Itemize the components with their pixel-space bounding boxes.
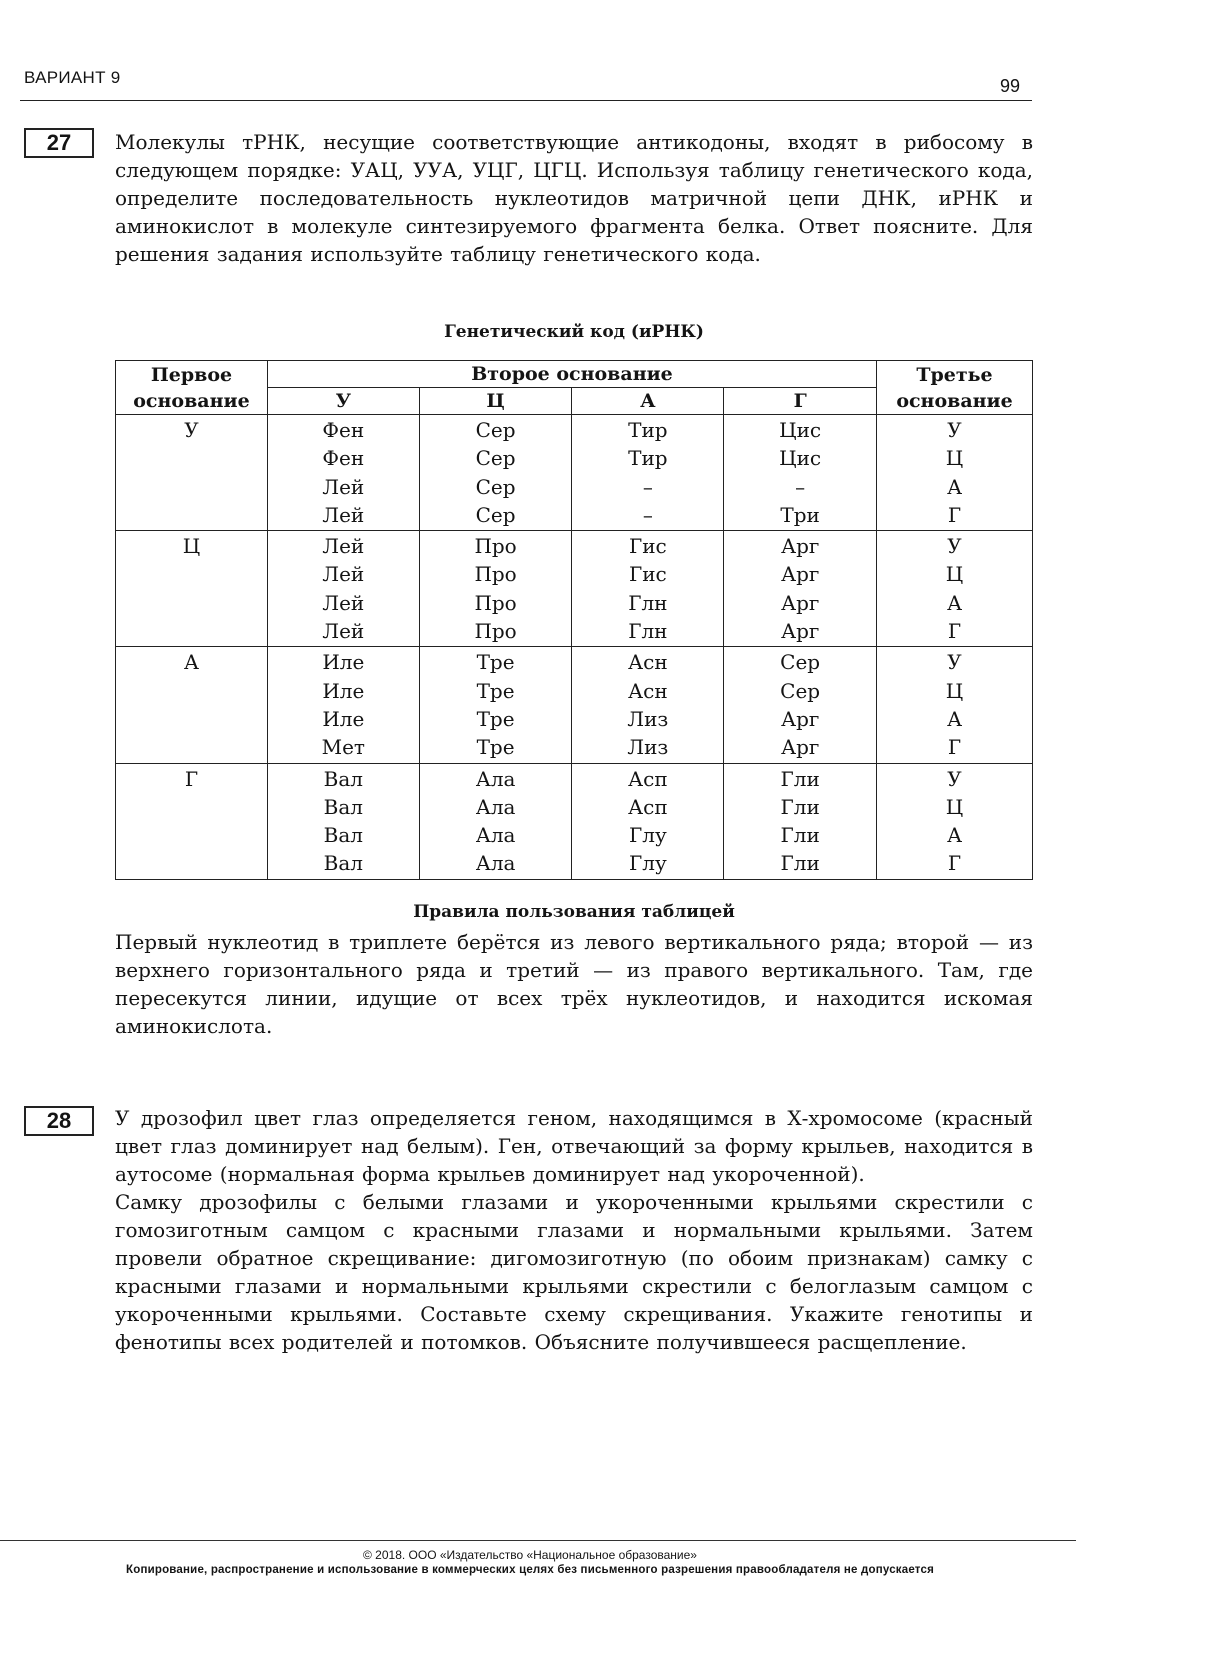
- footer-rule: [0, 1540, 1076, 1541]
- amino-acid: Лей: [322, 534, 365, 559]
- amino-acid: Арг: [780, 619, 820, 644]
- codon-group-row: [116, 415, 1033, 531]
- rules-paragraph: Первый нуклеотид в триплете берётся из левого вертикального ряда; второй — из верхнего горизонтального ряда и третий — из правого вертикального. Там, где пересекутся линии, идущие от всех трёх нуклеотидов, и находится искомая аминокислота.: [115, 930, 1033, 1038]
- amino-acid: Про: [474, 562, 517, 587]
- amino-acid: Вал: [323, 766, 363, 791]
- third-base-cell: [877, 763, 1033, 879]
- third-base: Г: [947, 851, 962, 876]
- amino-acid: Гли: [780, 766, 820, 791]
- task-28-paragraph-2: Самку дрозофилы с белыми глазами и укороченными крыльями скрестили с гомозиготным самцом с красными глазами и нормальными крыльями. Затем провели обратное скрещивание: дигомозиготную (по обоим признакам) самку с красными глазами и нормальными крыльями скрестили с белоглазым самцом с укороченными крыльями. Составьте схему скрещивания. Укажите генотипы и фенотипы всех родителей и потомков. Объясните получившееся расщепление.: [115, 1190, 1033, 1354]
- header-second-base-g: Г: [724, 388, 877, 415]
- amino-acid: Арг: [780, 706, 820, 731]
- page-number: 99: [1000, 76, 1021, 96]
- third-base: Ц: [945, 446, 964, 471]
- task-number-28: 28: [24, 1106, 94, 1136]
- task-27-text: [115, 128, 1033, 268]
- rules-title: Правила пользования таблицей: [413, 902, 735, 922]
- amino-acid: Лей: [322, 474, 365, 499]
- amino-acid: Сер: [475, 502, 516, 527]
- amino-acid: Лиз: [627, 735, 669, 760]
- amino-acid: Ала: [475, 851, 516, 876]
- amino-acid: Асп: [628, 766, 668, 791]
- genetic-code-body: [116, 415, 1033, 880]
- amino-acid-cell: [267, 763, 419, 879]
- amino-acid-cell: [419, 415, 572, 531]
- codon-group-row: [116, 763, 1033, 879]
- amino-acid: Ала: [475, 794, 516, 819]
- variant-title: ВАРИАНТ 9: [24, 68, 121, 87]
- amino-acid: Глн: [628, 619, 668, 644]
- third-base: У: [947, 418, 962, 442]
- amino-acid: Про: [474, 534, 517, 559]
- first-base-cell: [116, 531, 268, 647]
- amino-acid: Тре: [476, 735, 515, 760]
- amino-acid-cell: [724, 415, 877, 531]
- amino-acid: Арг: [780, 562, 820, 587]
- amino-acid-cell: [724, 647, 877, 763]
- third-base: У: [947, 534, 962, 559]
- first-base-cell: [116, 415, 268, 531]
- amino-acid: Сер: [475, 418, 516, 442]
- amino-acid: Цис: [779, 446, 822, 471]
- codon-group-row: [116, 531, 1033, 647]
- task-28-paragraph-1: У дрозофил цвет глаз определяется геном, находящимся в Х-хромосоме (красный цвет глаз доминирует над белым). Ген, отвечающий за форму крыльев, находится в аутосоме (нормальная форма крыльев доминирует над укороченной).: [115, 1106, 1033, 1186]
- amino-acid: Иле: [322, 706, 365, 731]
- header-third-base: Третье основание: [877, 361, 1033, 415]
- amino-acid-cell: [572, 415, 724, 531]
- amino-acid: Асп: [628, 794, 668, 819]
- amino-acid: Гис: [628, 534, 667, 559]
- third-base: Ц: [945, 794, 964, 819]
- amino-acid: Лей: [322, 562, 365, 587]
- amino-acid: Гли: [780, 794, 820, 819]
- amino-acid: Лей: [322, 619, 365, 644]
- amino-acid: Лей: [322, 502, 365, 527]
- third-base: Ц: [945, 562, 964, 587]
- rules-text: [115, 928, 1033, 1040]
- amino-acid: Сер: [475, 446, 516, 471]
- amino-acid-cell: [572, 531, 724, 647]
- amino-acid: Фен: [322, 446, 365, 471]
- first-base: У: [184, 418, 199, 442]
- first-base: Г: [184, 766, 199, 791]
- third-base: А: [946, 590, 963, 615]
- amino-acid-cell: [267, 531, 419, 647]
- first-base-cell: [116, 647, 268, 763]
- amino-acid: Глн: [628, 590, 668, 615]
- first-base-cell: [116, 763, 268, 879]
- amino-acid-cell: [419, 531, 572, 647]
- amino-acid: Вал: [323, 851, 363, 876]
- amino-acid-cell: [419, 647, 572, 763]
- third-base: А: [946, 823, 963, 848]
- amino-acid: Арг: [780, 590, 820, 615]
- third-base: Г: [947, 502, 962, 527]
- amino-acid: Арг: [780, 735, 820, 760]
- third-base-cell: [877, 531, 1033, 647]
- header-second-base-c: Ц: [419, 388, 572, 415]
- amino-acid: Лиз: [627, 706, 669, 731]
- third-base: У: [947, 766, 962, 791]
- amino-acid-cell: [724, 763, 877, 879]
- amino-acid: Асн: [628, 650, 668, 675]
- header-second-base: Второе основание: [267, 361, 876, 388]
- amino-acid: Тир: [628, 446, 668, 471]
- header-first-base: Первое основание: [116, 361, 268, 415]
- amino-acid: Ала: [475, 823, 516, 848]
- amino-acid: Про: [474, 619, 517, 644]
- amino-acid-cell: [724, 531, 877, 647]
- amino-acid: Гли: [780, 851, 820, 876]
- codon-group-row: [116, 647, 1033, 763]
- amino-acid: Тре: [476, 650, 515, 675]
- amino-acid: Вал: [323, 794, 363, 819]
- amino-acid: Тир: [628, 418, 668, 442]
- amino-acid: Ала: [475, 766, 516, 791]
- amino-acid: Тре: [476, 678, 515, 703]
- third-base: У: [947, 650, 962, 675]
- task-28-text: [115, 1104, 1033, 1356]
- third-base: А: [946, 706, 963, 731]
- genetic-code-table-title: Генетический код (иРНК): [444, 322, 704, 342]
- first-base: А: [183, 650, 200, 675]
- amino-acid: Иле: [322, 678, 365, 703]
- amino-acid: Сер: [780, 678, 821, 703]
- footer-notice: Копирование, распространение и использование в коммерческих целях без письменного разрешения правообладателя не допускается: [126, 1564, 934, 1576]
- amino-acid-cell: [419, 763, 572, 879]
- third-base: Г: [947, 735, 962, 760]
- third-base: Г: [947, 619, 962, 644]
- amino-acid: Гли: [780, 823, 820, 848]
- amino-acid: Глу: [629, 851, 667, 876]
- header-second-base-u: У: [267, 388, 419, 415]
- header-rule: [20, 100, 1032, 101]
- amino-acid: Фен: [322, 418, 365, 442]
- amino-acid: Сер: [475, 474, 516, 499]
- amino-acid: Сер: [780, 650, 821, 675]
- amino-acid: Глу: [629, 823, 667, 848]
- third-base: А: [946, 474, 963, 499]
- third-base-cell: [877, 647, 1033, 763]
- amino-acid: –: [795, 474, 806, 499]
- footer-copyright: © 2018. ООО «Издательство «Национальное образование»: [363, 1548, 697, 1562]
- amino-acid: Лей: [322, 590, 365, 615]
- amino-acid-cell: [572, 647, 724, 763]
- task-number-27: 27: [24, 128, 94, 158]
- third-base: Ц: [945, 678, 964, 703]
- first-base: Ц: [182, 534, 201, 559]
- amino-acid: Иле: [322, 650, 365, 675]
- amino-acid-cell: [267, 415, 419, 531]
- amino-acid: –: [642, 474, 653, 499]
- header-second-base-a: А: [572, 388, 724, 415]
- amino-acid-cell: [572, 763, 724, 879]
- amino-acid: Арг: [780, 534, 820, 559]
- amino-acid: Мет: [321, 735, 365, 760]
- amino-acid: –: [642, 502, 653, 527]
- amino-acid: Три: [780, 502, 820, 527]
- amino-acid: Цис: [779, 418, 822, 442]
- amino-acid: Про: [474, 590, 517, 615]
- amino-acid: Гис: [628, 562, 667, 587]
- amino-acid: Тре: [476, 706, 515, 731]
- amino-acid-cell: [267, 647, 419, 763]
- amino-acid: Асн: [628, 678, 668, 703]
- third-base-cell: [877, 415, 1033, 531]
- amino-acid: Вал: [323, 823, 363, 848]
- task-27-paragraph: Молекулы тРНК, несущие соответствующие антикодоны, входят в рибосому в следующем порядке: УАЦ, УУА, УЦГ, ЦГЦ. Используя таблицу генетического кода, определите последовательность нуклеотидов матричной цепи ДНК, иРНК и аминокислот в молекуле синтезируемого фрагмента белка. Ответ поясните. Для решения задания используйте таблицу генетического кода.: [115, 130, 1033, 266]
- genetic-code-table: [115, 360, 1033, 880]
